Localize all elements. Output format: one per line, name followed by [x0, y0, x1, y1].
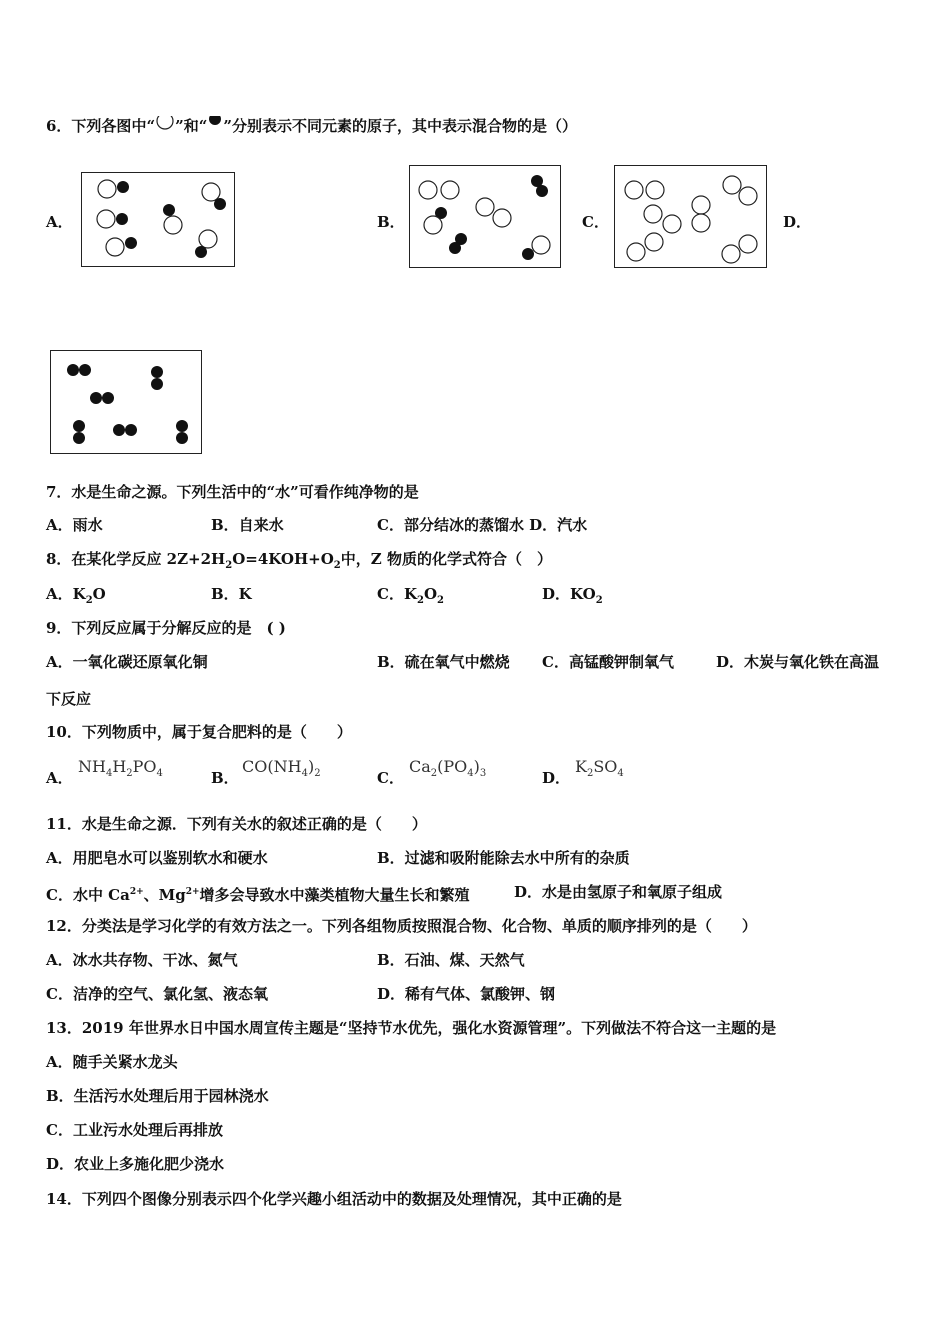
- q9-option-d-cont: 下反应: [46, 690, 92, 708]
- q8-d-sub: 2: [595, 595, 603, 606]
- q8-c-mid: O: [423, 585, 438, 603]
- q8-c-sub1: 2: [416, 595, 424, 606]
- q8-option-b: B．K: [211, 585, 252, 603]
- q11-option-b: B．过滤和吸附能除去水中所有的杂质: [377, 849, 630, 867]
- q8-a-pre: A．K: [46, 585, 86, 603]
- white-atom-icon: [155, 116, 175, 141]
- q8-stem-mid: O=4KOH+O: [232, 550, 334, 568]
- q12-option-d: D．稀有气体、氯酸钾、钢: [377, 985, 556, 1003]
- q9-option-b: B．硫在氧气中燃烧: [377, 653, 510, 671]
- q10-stem: 10．下列物质中，属于复合肥料的是（ ）: [46, 723, 352, 741]
- q11-option-d: D．水是由氢原子和氧原子组成: [514, 883, 723, 901]
- q10-formula-c: $Ca_2(PO_4)_3$: [409, 757, 487, 780]
- q6-stem: [46, 116, 577, 141]
- q9-option-c: C．高锰酸钾制氧气: [542, 653, 674, 671]
- q7-stem: 7．水是生命之源。下列生活中的“水”可看作纯净物的是: [46, 483, 419, 501]
- q13-option-d: D．农业上多施化肥少浇水: [46, 1155, 225, 1173]
- q11-stem: 11．水是生命之源．下列有关水的叙述正确的是（ ）: [46, 815, 427, 833]
- q10-label-c: C．: [377, 769, 404, 787]
- q6-label-a: A．: [46, 213, 73, 231]
- q10-label-b: B．: [211, 769, 239, 787]
- q14-stem: 14．下列四个图像分别表示四个化学兴趣小组活动中的数据及处理情况，其中正确的是: [46, 1190, 622, 1208]
- q7-option-b: B．自来水: [211, 516, 284, 534]
- q10-label-a: A．: [46, 769, 73, 787]
- q12-stem: 12．分类法是学习化学的有效方法之一。下列各组物质按照混合物、化合物、单质的顺序排列的是（ ）: [46, 917, 757, 935]
- q6-diagram-b: [409, 165, 561, 268]
- q13-option-a: A．随手关紧水龙头: [46, 1053, 178, 1071]
- q11-c-mid: 、Mg: [143, 886, 186, 904]
- q10-label-d: D．: [542, 769, 571, 787]
- q10-formula-a: $NH_4H_2PO_4$: [78, 757, 163, 780]
- q6-label-b: B．: [377, 213, 405, 231]
- q9-stem: 9．下列反应属于分解反应的是 ( ): [46, 619, 286, 637]
- q8-d-pre: D．KO: [542, 585, 596, 603]
- q9-option-d: D．木炭与氧化铁在高温: [716, 653, 880, 671]
- q10-formula-b: $CO(NH_4)_2$: [242, 757, 321, 780]
- q8-c-pre: C．K: [377, 585, 417, 603]
- q12-option-a: A．冰水共存物、干冰、氮气: [46, 951, 238, 969]
- q6-diagram-c: [614, 165, 767, 268]
- q8-a-post: O: [92, 585, 106, 603]
- q11-option-a: A．用肥皂水可以鉴别软水和硬水: [46, 849, 268, 867]
- q11-c-post: 增多会导致水中藻类植物大量生长和繁殖: [199, 886, 470, 904]
- q11-c-sup1: 2+: [129, 887, 144, 897]
- q6-stem-post: ”分别表示不同元素的原子，其中表示混合物的是（）: [223, 117, 577, 135]
- q8-stem: [46, 549, 552, 576]
- q8-stem-post: 中，Z 物质的化学式符合（ ）: [340, 550, 552, 568]
- q6-diagram-a: [81, 172, 235, 267]
- q8-option-c: [377, 584, 444, 611]
- q7-option-a: A．雨水: [46, 516, 103, 534]
- q11-c-pre: C．水中 Ca: [46, 886, 130, 904]
- q6-label-c: C．: [582, 213, 609, 231]
- q8-stem-pre: 8．在某化学反应 2Z+2H: [46, 550, 226, 568]
- q9-option-a: A．一氧化碳还原氧化铜: [46, 653, 208, 671]
- q12-option-b: B．石油、煤、天然气: [377, 951, 525, 969]
- q6-label-d: D．: [783, 213, 812, 231]
- q7-option-c: C．部分结冰的蒸馏水 D．汽水: [377, 516, 588, 534]
- q13-stem: 13．2019 年世界水日中国水周宣传主题是“坚持节水优先，强化水资源管理”。下列做法不符合这一主题的是: [46, 1019, 777, 1037]
- q8-option-d: [542, 584, 603, 611]
- q8-option-a: [46, 584, 106, 611]
- q8-sub-h2: 2: [225, 560, 233, 571]
- q8-a-sub: 2: [85, 595, 93, 606]
- q12-option-c: C．洁净的空气、氯化氢、液态氧: [46, 985, 268, 1003]
- q8-c-sub2: 2: [437, 595, 444, 606]
- q6-stem-pre: 6．下列各图中“: [46, 117, 156, 135]
- q13-option-c: C．工业污水处理后再排放: [46, 1121, 223, 1139]
- q8-sub-o2: 2: [333, 560, 341, 571]
- q11-c-sup2: 2+: [185, 887, 200, 897]
- q13-option-b: B．生活污水处理后用于园林浇水: [46, 1087, 269, 1105]
- q11-option-c: [46, 882, 470, 905]
- q10-formula-d: $K_2SO_4$: [575, 757, 624, 780]
- black-atom-icon: [207, 116, 223, 141]
- q6-stem-mid: ”和“: [175, 117, 208, 135]
- q6-diagram-d: [50, 350, 202, 454]
